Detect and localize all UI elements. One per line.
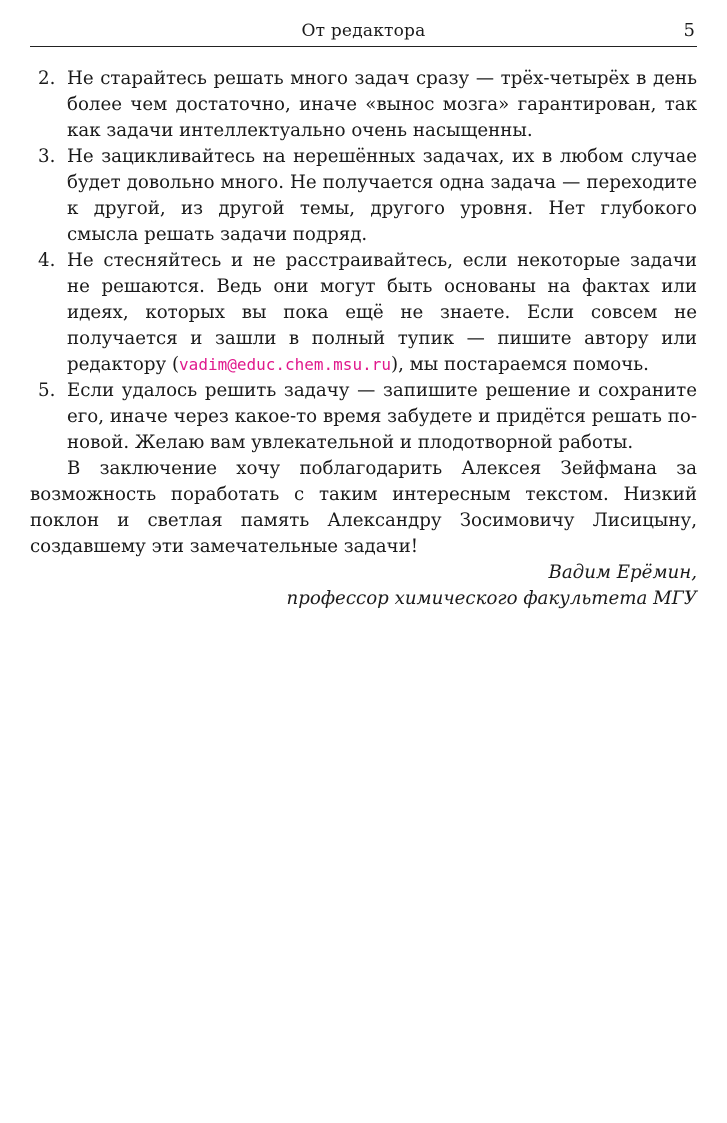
list-item — [30, 248, 697, 378]
list-number: 2. — [38, 68, 56, 89]
page-number: 5 — [683, 20, 695, 41]
signature-title: профессор химического факультета МГУ — [286, 588, 697, 609]
signature — [30, 560, 697, 612]
list-item-text-before: Не стесняйтесь и не расстраивайтесь, если некоторые задачи не решаются. Ведь они могут быть основаны на фактах или идеях, которых вы пока ещё не знаете. Если совсем не получается и зашли в полный тупик — пишите автору или редактору ( — [67, 250, 697, 375]
list-item-text: Не старайтесь решать много задач сразу — трёх-четырёх в день более чем достаточно, иначе «вынос мозга» гарантирован, так как задачи интеллектуально очень насыщенны. — [67, 68, 697, 141]
advice-list — [30, 66, 697, 456]
list-number: 3. — [38, 146, 56, 167]
running-header — [30, 0, 697, 47]
closing-paragraph: В заключение хочу поблагодарить Алексея Зейфмана за возможность поработать с таким интересным текстом. Низкий поклон и светлая память Александру Зосимовичу Лисицыну, создавшему эти замечательные задачи! — [30, 458, 697, 557]
body-text — [30, 66, 697, 612]
list-item-text: Не зацикливайтесь на нерешённых задачах, их в любом случае будет довольно много. Не получается одна задача — переходите к другой, из другой темы, другого уровня. Нет глубокого смысла решать задачи подряд. — [67, 146, 697, 245]
list-item-text: Если удалось решить задачу — запишите решение и сохраните его, иначе через какое-то время забудете и придётся решать по-новой. Желаю вам увлекательной и плодотворной работы. — [67, 380, 697, 453]
list-item — [30, 378, 697, 456]
list-item-text-after: ), мы постараемся помочь. — [390, 354, 649, 375]
signature-name: Вадим Ерёмин, — [548, 562, 697, 583]
page — [30, 0, 697, 612]
list-number: 5. — [38, 380, 56, 401]
list-item — [30, 144, 697, 248]
list-number: 4. — [38, 250, 56, 271]
email-link[interactable]: vadim@educ.chem.msu.ru — [179, 355, 391, 374]
list-item — [30, 66, 697, 144]
header-title: От редактора — [301, 21, 426, 41]
